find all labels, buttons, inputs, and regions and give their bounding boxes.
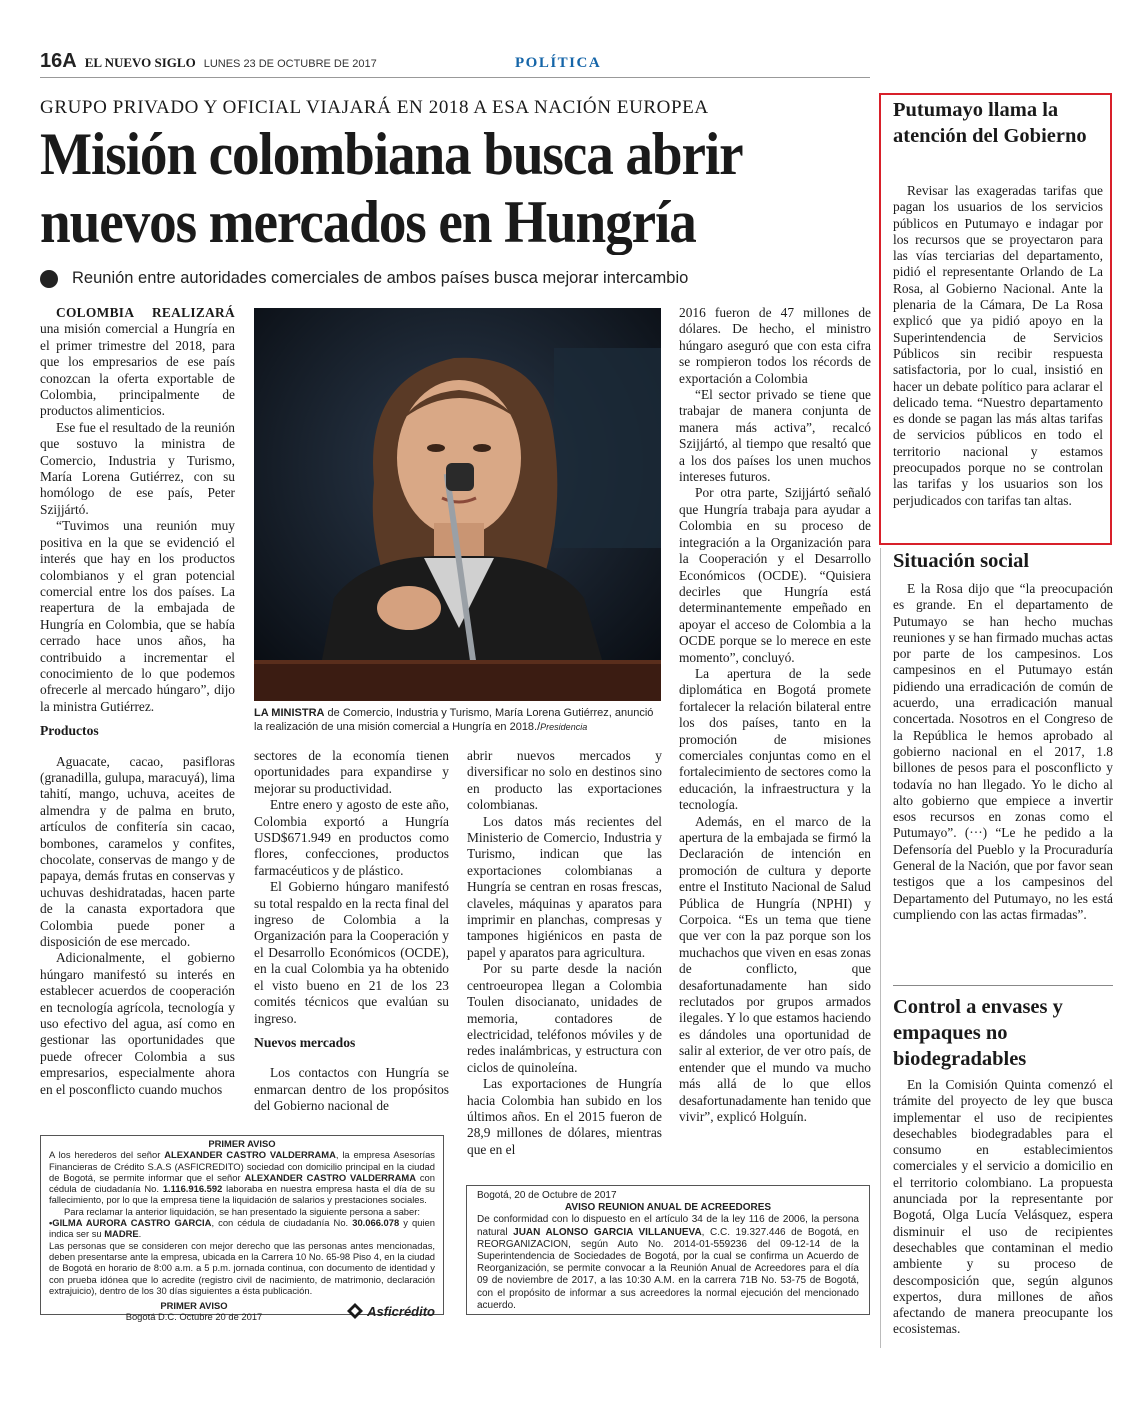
- article-headline: [40, 120, 804, 256]
- summary-text: Reunión entre autoridades comerciales de ambos países busca mejorar intercambio: [72, 269, 689, 287]
- article-column-3: [467, 748, 662, 1168]
- headline-line-1: Misión colombiana busca abrir: [40, 121, 743, 187]
- column-divider: [880, 548, 881, 1348]
- paragraph: abrir nuevos mercados y diversificar no solo en destinos sino en producto las exportaciones colombianas.: [467, 748, 662, 813]
- paragraph: Las exportaciones de Hungría hacia Colombia han subido en los últimos años. En el 2015 fueron de 28,9 millones de dólares, mientras que en el: [467, 1076, 662, 1157]
- legal-notice-acreedores: [466, 1185, 870, 1315]
- paragraph: El Gobierno húngaro manifestó su total respaldo en la recta final del ingreso de Colombia a la Organización para la Cooperación y el Desarrollo Económicos (OCDE), en la cual Colombia ya ha obtenido el visto bueno en 21 de los 23 comités técnicos que evalúan su ingreso.: [254, 879, 449, 1026]
- notice-paragraph: •GILMA AURORA CASTRO GARCIA, con cédula de ciudadanía No. 30.066.078 y quien indica ser su MADRE.: [49, 1217, 435, 1240]
- paragraph: Ese fue el resultado de la reunión que sostuvo la ministra de Comercio, Industria y Turismo, María Lorena Gutiérrez, con su homólogo de ese país, Peter Szijjártó.: [40, 419, 235, 517]
- caption-text: de Comercio, Industria y Turismo, María Lorena Gutiérrez, anunció la realización de una misión comercial a Hungría en 2018./: [254, 707, 654, 733]
- paragraph: 2016 fueron de 47 millones de dólares. De hecho, el ministro húngaro aseguró que con esta cifra se rompieron todos los récords de exportación a Colombia: [679, 305, 871, 386]
- minister-photo: [254, 308, 661, 701]
- sidebar-social-title: Situación social: [893, 550, 1030, 572]
- paragraph: Revisar las exageradas tarifas que pagan los usuarios de los servicios públicos en Putumayo e indagar por los recursos que se proyectaron para las vías terciarias del departamento, pidió el representante Orlando de La Rosa, al Gobierno Nacional. Ante la plenaria de la Cámara, De La Rosa explicó que ya pidió apoyo en la Superintendencia de Servicios Públicos sin recibir respuesta satisfactoria, por lo cual, insistió en hacer un debate político para aclarar el delicado tema. “Nuestro departamento es donde se pagan las más altas tarifas de servicios públicos en todo el territorio nacional y estamos preocupados porque no se controlan las tarifas y los usuarios son los perjudicados con tarifas tan altas.: [893, 183, 1103, 508]
- sidebar-social-text: [893, 581, 1113, 976]
- paragraph: “Tuvimos una reunión muy positiva en la que se evidenció el interés que hay en los productos colombianos y el gran potencial comercial entre los dos países. La reapertura de la embajada de Hungría en Colombia, que se había cerrado hace unos años, ha contribuido a incrementar el conocimiento de lo que podemos ofrecerle al mercado húngaro”, dijo la ministra Gutiérrez.: [40, 518, 235, 714]
- sidebar-box-text: [893, 183, 1103, 538]
- section-label: POLÍTICA: [515, 55, 602, 71]
- photo-caption: [254, 706, 661, 734]
- notice-paragraph: De conformidad con lo dispuesto en el artículo 34 de la ley 116 de 2006, la persona natural JUAN ALONSO GARCIA VILLANUEVA, C.C. 19.327.446 de Bogotá, en REORGANIZACION, según Auto No. 2014-01-559236 del 09-12-14 de la Superintendencia de Sociedades de Bogotá, por la cual se confirma un Acuerdo de Reorganización, se permite convocar a la Reunión Anual de Acreedores para el día 09 de noviembre de 2017, a las 10:30 A.M. en la carrera 71B No. 53-75 de Bogotá, con el propósito de informar a sus acreedores la normal ejecución del mencionado acuerdo.: [477, 1214, 859, 1311]
- caption-lead: LA MINISTRA: [254, 707, 325, 719]
- lead-in: COLOMBIA REALIZARÁ: [56, 305, 235, 320]
- paragraph: Por su parte desde la nación centroeuropea llegan a Colombia Toulen disocianato, unidades de memoria, contadores de electricidad, teléfonos móviles y de redes inalámbricas, y estructura con ciclos de quinoleína.: [467, 961, 662, 1075]
- paragraph: Aguacate, cacao, pasifloras (granadilla, gulupa, maracuyá), lima tahití, mango, uchuva, aceites de almendra y de palma en bruto, artículos de confitería sin cacao, bombones, caramelos y confites, chocolate, conservas de mango y de papaya, demás frutas en conservas y uchuvas deshidratadas, hacen parte de la canasta exportadora que Colombia puede poner a disposición de ese mercado.: [40, 753, 235, 950]
- article-column-2: [254, 748, 449, 1118]
- subhead-productos: Productos: [40, 723, 99, 739]
- notice-footer-date: Bogotá D.C. Octubre 20 de 2017: [125, 1311, 263, 1323]
- bullet-icon: [40, 270, 58, 288]
- asficredito-logo: Asficrédito: [346, 1302, 435, 1320]
- notice-footer: [49, 1300, 435, 1323]
- notice-title: PRIMER AVISO: [208, 1138, 276, 1149]
- paragraph: Además, en el marco de la apertura de la embajada se firmó la Declaración de intención en promoción de cultura y deporte entre el Instituto Nacional de Salud Pública de Hungría (NPHI) y Corpoica. “Es un tema que tiene que ver con la paz porque son los muchachos que viven en esas zonas de conflicto, que desafortunadamente han sido reclutados por grupos armados ilegales. Y lo que estamos haciendo es dándoles una oportunidad de salir al exterior, de ver otro país, de entender que el mundo va mucho más allá de lo que ellos desafortunadamente han tenido que vivir”, explicó Holguín.: [679, 813, 871, 1124]
- article-column-1: [40, 305, 235, 1117]
- article-kicker: GRUPO PRIVADO Y OFICIAL VIAJARÁ EN 2018 A ESA NACIÓN EUROPEA: [40, 97, 709, 118]
- sidebar-box-title: Putumayo llama la atención del Gobierno: [893, 99, 1087, 147]
- paragraph: COLOMBIA REALIZARÁ una misión comercial a Hungría en el primer trimestre del 2018, para que los empresarios de ese país conozcan la oferta exportable de Colombia, principalmente de productos alimenticios.: [40, 305, 235, 419]
- header-rule: [40, 77, 870, 78]
- notice-paragraph: Para reclamar la anterior liquidación, se han presentado la siguiente persona a saber:: [64, 1205, 420, 1217]
- notice-footer-title: PRIMER AVISO: [160, 1300, 228, 1312]
- notice-title: AVISO REUNION ANUAL DE ACREEDORES: [564, 1202, 772, 1214]
- paragraph: Los contactos con Hungría se enmarcan dentro de los propósitos del Gobierno nacional de: [254, 1065, 449, 1114]
- paragraph: E la Rosa dijo que “la preocupación es grande. En el departamento de Putumayo se han hecho muchas reuniones y se han firmado muchas actas por parte de los campesinos. Los campesinos en el Putumayo están pidiendo una erradicación de común de acuerdo, una erradicación manual concertada. Nosotros en el Congreso de la República le hemos aprobado al gobierno nacional en el 2017, 1.8 billones de pesos para el posconflicto y todavía no han llegado. Yo le dicho al alto gobierno que empiece a invertir esos recursos en zonas como el Putumayo”. (···) “Le he pedido a la Defensoría del Pueblo y la Procuraduría General de la Nación, que por favor sean testigos que a los campesinos del Departamento del Putumayo, no les está cumpliendo con las actas firmadas”.: [893, 581, 1113, 922]
- page-folio: [40, 50, 377, 76]
- publication-date: LUNES 23 DE OCTUBRE DE 2017: [203, 58, 377, 70]
- legal-notice-primer-aviso: [40, 1135, 444, 1323]
- sidebar-rule: [893, 985, 1113, 986]
- paragraph: Los datos más recientes del Ministerio de Comercio, Industria y Turismo, indican que las exportaciones colombianas a Hungría se centran en rosas frescas, claveles, máquinas y aparatos para imprimir en planchas, compresas y tampones higiénicos en pasta de papel y aparatos para agricultura.: [467, 813, 662, 960]
- publication-name: EL NUEVO SIGLO: [84, 55, 196, 70]
- notice-paragraph: A los herederos del señor ALEXANDER CASTRO VALDERRAMA, la empresa Asesorías Financieras de Crédito S.A.S (ASFICREDITO) sociedad con domicilio principal en la ciudad de Bogotá, se permite informar que el señor ALEXANDER CASTRO VALDERRAMA con cédula de ciudadanía No. 1.116.916.592 laboraba en nuestra empresa hasta el día de su fallecimiento, por lo que la empresa tiene la liquidación de salarios y prestaciones sociales.: [49, 1149, 435, 1206]
- paragraph: Adicionalmente, el gobierno húngaro manifestó su interés en establecer acuerdos de cooperación en tecnología agrícola, tecnología y uso efectivo del agua, así como en gestionar las oportunidades que puede ofrecer Colombia a sus empresarios, especialmente ahora en el posconflicto cuando muchos: [40, 950, 235, 1097]
- notice-paragraph: Las personas que se consideren con mejor derecho que las personas antes mencionadas, deben presentarse ante la empresa, ubicada en la Carrera 10 No. 65-98 Piso 4, en la ciudad de Bogotá en horario de 8:00 a.m. a 5 p.m. jornada continua, con documento de identidad y con prueba idónea que lo acredite (registro civil de nacimiento, de matrimonio, declaración extrajuicio), dentro de los 30 días siguientes a ésta publicación.: [49, 1239, 435, 1296]
- paragraph: Por otra parte, Szijjártó señaló que Hungría trabaja para ayudar a Colombia en su proceso de integración a la Organización para la Cooperación y el Desarrollo Económicos (OCDE). “Quisiera decirles que Hungría está determinantemente empeñado en apoyar el acceso de Colombia a la OCDE porque se lo merece en este momento”, concluyó.: [679, 485, 871, 665]
- sidebar-control-title: Control a envases y empaques no biodegradables: [893, 996, 1063, 1070]
- notice-date: Bogotá, 20 de Octubre de 2017: [477, 1190, 617, 1201]
- subhead-nuevos-mercados: Nuevos mercados: [254, 1034, 356, 1050]
- caption-credit: Presidencia: [540, 722, 588, 732]
- paragraph: En la Comisión Quinta comenzó el trámite del proyecto de ley que busca implementar el uso de recipientes desechables biodegradables para el consumo en establecimientos comerciales y el servicio a domicilio en el territorio colombiano. La propuesta anunciada por la representante por Bogotá, Olga Lucía Velásquez, espera disminuir el uso de recipientes desechables que contaminan el medio ambiente y su proceso de descomposición que, según algunos expertos, dura millones de años afectando de manera preocupante los ecosistemas.: [893, 1077, 1113, 1337]
- article-column-4: [679, 305, 871, 1167]
- headline-line-2: nuevos mercados en Hungría: [40, 189, 696, 255]
- paragraph: “El sector privado se tiene que trabajar de manera conjunta de manera más activa”, recalcó Szijjártó, al tiempo que resaltó que a los dos países los unen muchos intereses futuros.: [679, 387, 871, 485]
- page-number: 16A: [40, 50, 77, 72]
- asficredito-logo-icon: [346, 1302, 364, 1320]
- paragraph: sectores de la economía tienen oportunidades para expandirse y mejorar su productividad.: [254, 748, 449, 796]
- paragraph: La apertura de la sede diplomática en Bogotá promete fortalecer la relación bilateral entre los dos países, tanto en la promoción de misiones comerciales conjuntas como en el fortalecimiento de sectores como la educación, la infraestructura y la tecnología.: [679, 665, 871, 813]
- paragraph: Entre enero y agosto de este año, Colombia exportó a Hungría USD$671.949 en productos como flores, confecciones, productos farmacéuticos y de plástico.: [254, 797, 449, 878]
- article-summary: [40, 269, 688, 288]
- photo-illustration: [254, 308, 661, 701]
- sidebar-control-text: [893, 1077, 1113, 1347]
